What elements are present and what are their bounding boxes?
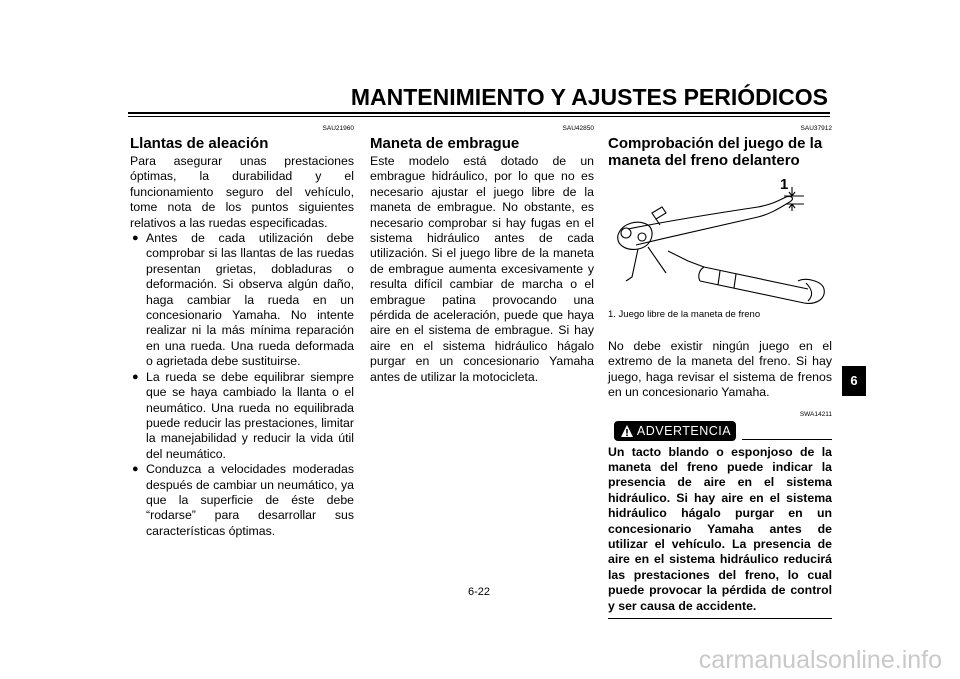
- list-item: ● Antes de cada utilización debe comprobar si las llantas de las ruedas presentan grietas, dobladuras o deformación. Si observa algún daño, haga cambiar la rueda en un concesionario Yamaha. No intente realizar ni la más mínima reparación en una rueda. Una rueda deformada o agrietada debe sustituirse.: [130, 231, 354, 370]
- column-brake-lever: [608, 125, 832, 619]
- list-item: ● La rueda se debe equilibrar siempre que se haya cambiado la llanta o el neumático. Una rueda no equilibrada puede reducir las prestaciones, limitar la manejabilidad y reducir la vida útil del neumático.: [130, 370, 354, 462]
- section-code: SAU21960: [322, 125, 354, 132]
- header-rule-thin: [128, 116, 830, 117]
- warning-text: Un tacto blando o esponjoso de la maneta del freno puede indicar la presencia de aire en el sistema hidráulico. Si hay aire en el sistema hidráulico hágalo purgar en un concesionario Yamaha antes de utilizar el vehículo. La presencia de aire en el sistema hidráulico reducirá las prestaciones del freno, lo cual puede provocar la pérdida de control y ser causa de accidente.: [608, 444, 832, 613]
- warning-rule: [742, 439, 832, 440]
- watermark: carmanualsonline.info: [698, 646, 942, 674]
- section-heading: Comprobación del juego de la maneta del freno delantero: [608, 135, 823, 169]
- section-heading: Llantas de aleación: [130, 135, 269, 152]
- header-rule: [128, 112, 830, 114]
- section-intro: Para asegurar unas prestaciones óptimas, la durabilidad y el funcionamiento seguro del vehículo, tome nota de los puntos siguientes relativos a las ruedas especificadas.: [130, 154, 354, 230]
- warning-code: SWA14211: [799, 410, 832, 418]
- section-heading: Maneta de embrague: [370, 135, 520, 152]
- section-body: Este modelo está dotado de un embrague hidráulico, por lo que no es necesario ajustar el juego libre de la maneta de embrague. No obstante, es necesario comprobar si hay fugas en el sistema hidráulico antes de cada utilización. Si el juego libre de la maneta de embrague aumenta excesivamente y resulta difícil cambiar de marcha o el embrague patina provocando una pérdida de aceleración, puede que haya aire en el sistema de embrague. Si hay aire en el sistema hidráulico hágalo purgar en un concesionario Yamaha antes de utilizar la motocicleta.: [370, 154, 594, 384]
- warning-header: [608, 421, 832, 443]
- column-alloy-wheels: [130, 125, 354, 539]
- section-body: No debe existir ningún juego en el extremo de la maneta del freno. Si hay juego, haga revisar el sistema de frenos en un concesionario Yamaha.: [608, 339, 832, 400]
- figure-caption: 1. Juego libre de la maneta de freno: [608, 309, 761, 320]
- warning-bottom-rule: [608, 618, 832, 619]
- brake-lever-illustration: [608, 177, 830, 307]
- chapter-tab: 6: [842, 366, 866, 396]
- warning-label: ADVERTENCIA: [636, 423, 732, 438]
- page-number: 6-22: [468, 586, 491, 598]
- page-header-title: MANTENIMIENTO Y AJUSTES PERIÓDICOS: [350, 84, 828, 110]
- section-code: SAU37912: [800, 125, 832, 132]
- bullet-list: [130, 231, 354, 539]
- section-code: SAU42850: [562, 125, 594, 132]
- warning-triangle-icon: [620, 424, 634, 438]
- brake-lever-drawing: [608, 177, 830, 307]
- column-clutch-lever: [370, 125, 594, 385]
- figure-callout-label: 1: [780, 177, 789, 193]
- list-item: ● Conduzca a velocidades moderadas después de cambiar un neumático, ya que la superficie de éste debe “rodarse” para desarrollar sus características óptimas.: [130, 462, 354, 539]
